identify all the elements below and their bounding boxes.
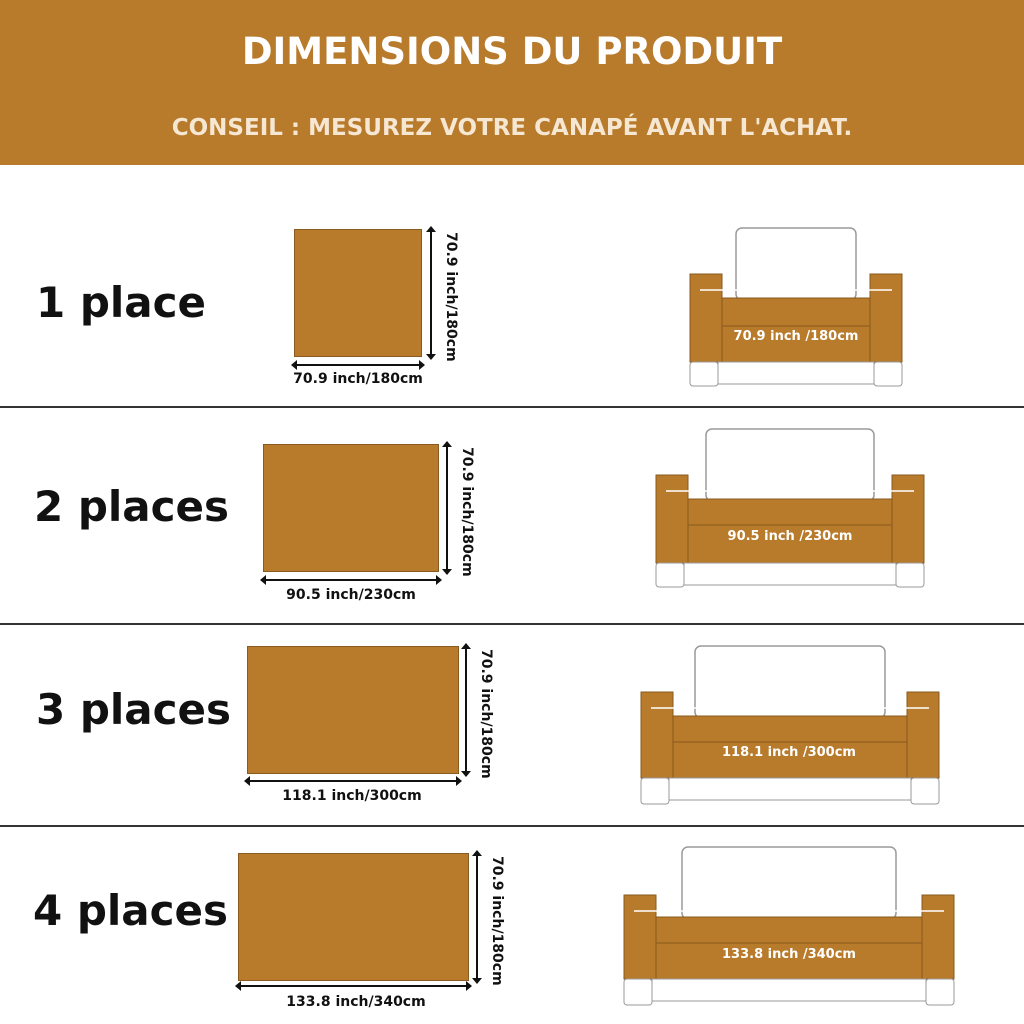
row-divider (0, 406, 1024, 408)
header-banner (0, 0, 1024, 165)
height-dimension-label: 70.9 inch/180cm (443, 232, 459, 362)
width-arrow (266, 579, 436, 581)
height-arrow (476, 856, 478, 978)
sofa-illustration (639, 644, 941, 806)
cover-rectangle (294, 229, 422, 357)
height-dimension-label: 70.9 inch/180cm (478, 649, 494, 779)
row-divider (0, 825, 1024, 827)
page-subtitle: CONSEIL : MESUREZ VOTRE CANAPÉ AVANT L'ACHAT. (171, 115, 853, 141)
width-dimension-label: 90.5 inch/230cm (286, 587, 416, 603)
cover-rectangle (263, 444, 439, 572)
sofa-width-label: 118.1 inch /300cm (722, 745, 856, 760)
row-label: 2 places (34, 482, 230, 531)
sofa-illustration (622, 845, 956, 1009)
row-label: 4 places (33, 886, 229, 935)
width-arrow (297, 364, 419, 366)
sofa-width-label: 133.8 inch /340cm (722, 947, 856, 962)
height-dimension-label: 70.9 inch/180cm (459, 447, 475, 577)
row-divider (0, 623, 1024, 625)
width-arrow (250, 780, 456, 782)
page-title: DIMENSIONS DU PRODUIT (241, 30, 783, 73)
sofa-illustration (654, 427, 926, 589)
height-arrow (430, 232, 432, 354)
row-label: 3 places (36, 685, 232, 734)
width-dimension-label: 118.1 inch/300cm (282, 788, 422, 804)
width-dimension-label: 70.9 inch/180cm (293, 371, 423, 387)
cover-rectangle (247, 646, 459, 774)
sofa-width-label: 70.9 inch /180cm (733, 329, 859, 344)
height-arrow (446, 447, 448, 569)
sofa-illustration (688, 226, 904, 388)
row-label: 1 place (36, 278, 207, 327)
height-dimension-label: 70.9 inch/180cm (489, 856, 505, 986)
width-dimension-label: 133.8 inch/340cm (286, 994, 426, 1010)
cover-rectangle (238, 853, 469, 981)
width-arrow (241, 985, 466, 987)
height-arrow (465, 649, 467, 771)
sofa-width-label: 90.5 inch /230cm (727, 529, 853, 544)
